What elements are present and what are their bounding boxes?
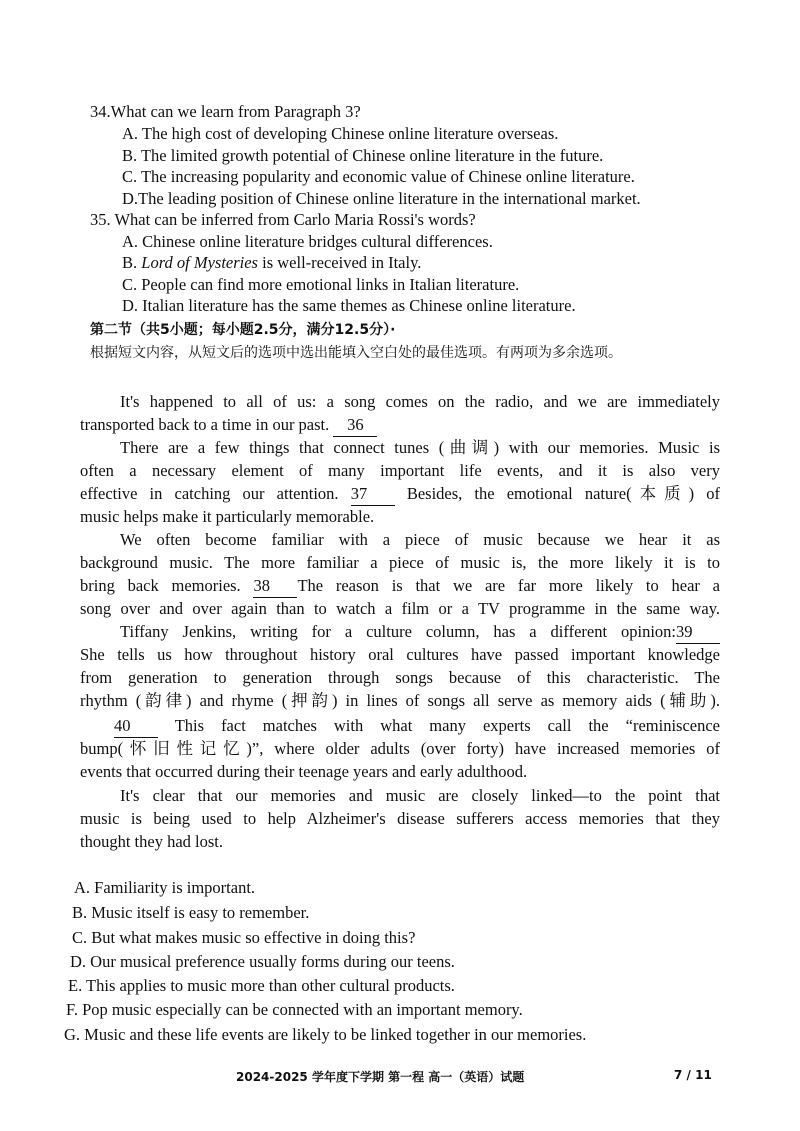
passage-p5-line1 xyxy=(80,714,720,738)
q35-option-c: C. People can find more emotional links in Italian literature. xyxy=(122,275,520,294)
passage-p4-line1 xyxy=(80,620,720,644)
page-number: 7 / 11 xyxy=(674,1068,712,1082)
passage-p3-text-a: bring back memories. xyxy=(80,576,241,595)
blank-38[interactable]: 38 xyxy=(253,574,297,598)
passage-p5-text: This fact matches with what many experts call the “reminiscence xyxy=(174,716,720,735)
passage-p4-line4: rhythm (韵律) and rhyme (押韵) in lines of songs all serve as memory aids (辅助). xyxy=(80,691,720,710)
q34-option-d: D.The leading position of Chinese online literature in the international market. xyxy=(122,189,641,208)
question-34-stem: 34.What can we learn from Paragraph 3? xyxy=(90,102,361,121)
q35-option-a: A. Chinese online literature bridges cultural differences. xyxy=(122,232,493,251)
passage-p2-text-a: effective in catching our attention. xyxy=(80,484,339,503)
choice-b: B. Music itself is easy to remember. xyxy=(72,903,310,922)
passage-p4-line2: She tells us how throughout history oral cultures have passed important knowledge xyxy=(80,645,720,664)
passage-p3-line1: We often become familiar with a piece of music because we hear it as xyxy=(120,530,720,549)
choice-g: G. Music and these life events are likely to be linked together in our memories. xyxy=(64,1025,587,1044)
blank-40[interactable]: 40 xyxy=(114,714,158,738)
passage-p1-line1: It's happened to all of us: a song comes on the radio, and we are immediately xyxy=(120,392,720,411)
passage-p3-text-b: The reason is that we are far more likely to hear a xyxy=(297,576,720,595)
passage-p2-line1: There are a few things that connect tunes (曲调) with our memories. Music is xyxy=(120,438,720,457)
passage-p3-line3 xyxy=(80,574,720,598)
blank-39[interactable]: 39 xyxy=(676,620,720,644)
exam-footer-title: 2024-2025 学年度下学期 第一程 高一（英语）试题 xyxy=(236,1070,525,1084)
choice-a: A. Familiarity is important. xyxy=(74,878,256,897)
blank-36[interactable]: 36 xyxy=(333,413,377,437)
passage-p3-line2: background music. The more familiar a piece of music is, the more likely it is to xyxy=(80,553,720,572)
section-2-heading: 第二节（共5小题；每小题2.5分，满分12.5分）· xyxy=(90,322,396,338)
passage-p2-line3 xyxy=(80,482,720,506)
q34-option-c: C. The increasing popularity and economic value of Chinese online literature. xyxy=(122,167,635,186)
passage-p1-line2 xyxy=(80,413,720,437)
q34-option-b: B. The limited growth potential of Chinese online literature in the future. xyxy=(122,146,604,165)
blank-37[interactable]: 37 xyxy=(351,482,395,506)
book-title: Lord of Mysteries xyxy=(141,253,258,272)
question-35-stem: 35. What can be inferred from Carlo Maria Rossi's words? xyxy=(90,210,476,229)
section-2-instruction: 根据短文内容，从短文后的选项中选出能填入空白处的最佳选项。有两项为多余选项。 xyxy=(90,345,622,361)
passage-p2-text-b: Besides, the emotional nature(本质) of xyxy=(406,484,720,503)
passage-p1-text: transported back to a time in our past. xyxy=(80,415,330,434)
passage-p4-line3: from generation to generation through songs because of this characteristic. The xyxy=(80,668,720,687)
choice-c: C. But what makes music so effective in doing this? xyxy=(72,928,416,947)
q35-option-b xyxy=(122,253,421,273)
q35-option-b-letter: B. xyxy=(122,253,142,272)
passage-p6-line1: It's clear that our memories and music are closely linked—to the point that xyxy=(120,786,720,805)
q35-option-d: D. Italian literature has the same themes as Chinese online literature. xyxy=(122,296,576,315)
passage-p2-line4: music helps make it particularly memorable. xyxy=(80,507,375,526)
passage-p2-line2: often a necessary element of many important life events, and it is also very xyxy=(80,461,720,480)
passage-p5-line3: events that occurred during their teenage years and early adulthood. xyxy=(80,762,528,781)
passage-p3-line4: song over and over again than to watch a film or a TV programme in the same way. xyxy=(80,599,720,618)
passage-p5-line2: bump(怀旧性记忆)”, where older adults (over forty) have increased memories of xyxy=(80,739,720,758)
passage-p4-text: Tiffany Jenkins, writing for a culture column, has a different opinion: xyxy=(120,622,676,641)
choice-d: D. Our musical preference usually forms during our teens. xyxy=(70,952,455,971)
q34-option-a: A. The high cost of developing Chinese online literature overseas. xyxy=(122,124,559,143)
passage-p6-line2: music is being used to help Alzheimer's disease sufferers access memories that they xyxy=(80,809,720,828)
choice-f: F. Pop music especially can be connected with an important memory. xyxy=(66,1000,523,1019)
passage-p6-line3: thought they had lost. xyxy=(80,832,223,851)
q35-option-b-rest: is well-received in Italy. xyxy=(257,253,422,272)
choice-e: E. This applies to music more than other cultural products. xyxy=(68,976,455,995)
